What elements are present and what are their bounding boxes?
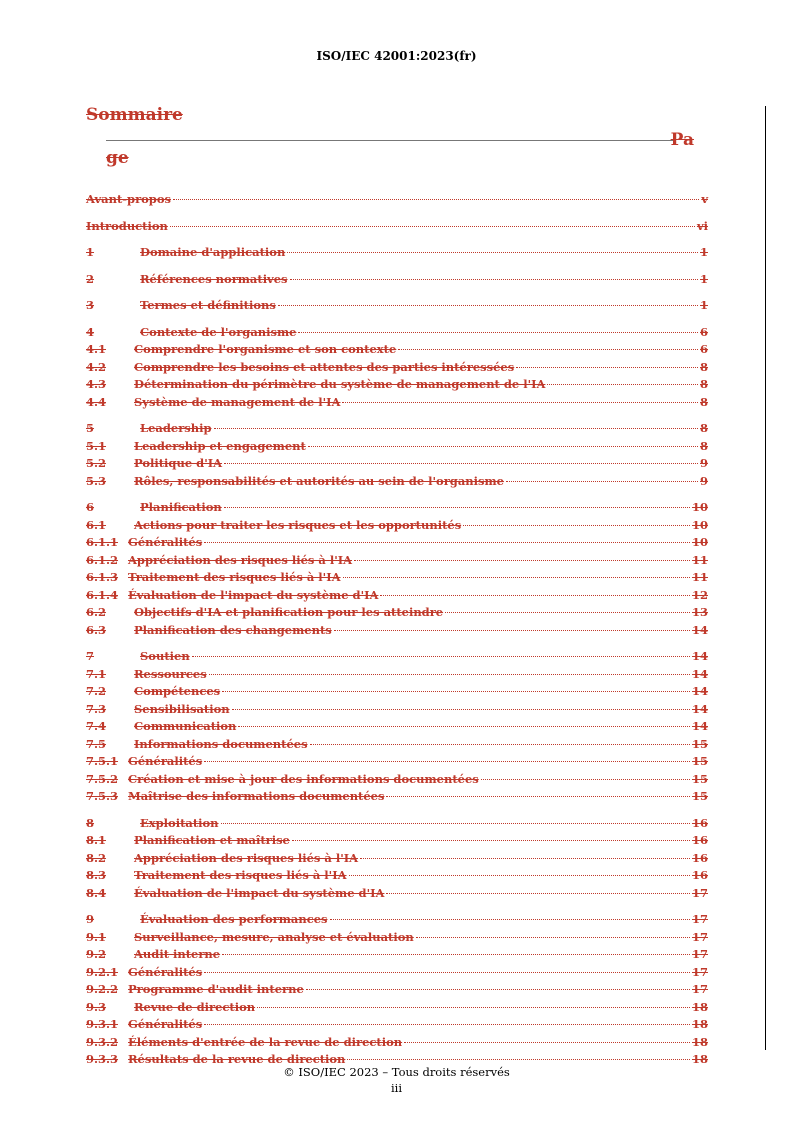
toc-dot-leader [209,674,690,675]
toc-dot-leader [463,525,690,526]
toc-dot-leader [224,507,690,508]
toc-entry-number: 5 [86,421,95,435]
toc-dot-leader [204,1024,690,1025]
toc-entry-page: 14 [691,701,708,716]
toc-dot-leader [342,402,698,403]
toc-entry-label: Exploitation [140,815,219,830]
toc-entry-page: 11 [691,570,708,584]
page-number: iii [390,1081,403,1095]
toc-entry-page: 17 [691,912,708,926]
toc-entry[interactable] [86,789,708,807]
toc-entry-number: 9.2.1 [86,964,119,979]
toc-entry[interactable] [86,272,708,290]
toc-entry-label: Résultats de la revue de direction [128,1052,346,1066]
toc-entry-page: v [701,192,708,206]
toc-entry-number: 7.4 [86,719,107,733]
toc-entry-label: Surveillance, mesure, analyse et évaluation [134,929,414,944]
toc-dot-leader [516,367,698,368]
toc-entry-number: 9.2 [86,947,107,961]
toc-dot-leader [292,840,690,841]
toc-entry[interactable] [86,754,708,772]
toc-entry-number: 7.5.2 [86,771,119,786]
toc-entry-label: Rôles, responsabilités et autorités au sein de l'organisme [134,473,504,488]
toc-dot-leader [404,1042,690,1043]
toc-entry-label: Objectifs d'IA et planification pour les atteindre [134,605,444,619]
toc-dot-leader [310,744,690,745]
toc-entry-page: 15 [691,789,708,803]
toc-entry-label: Appréciation des risques liés à l'IA [128,552,353,567]
toc-entry-number: 8.4 [86,885,107,900]
toc-entry[interactable] [86,456,708,474]
toc-dot-leader [290,279,698,280]
toc-entry-page: 12 [691,587,708,602]
toc-entry-number: 8.3 [86,868,107,882]
toc-entry-number: 5.1 [86,438,107,453]
toc-entry-number: 8 [86,815,95,830]
toc-entry-number: 7 [86,649,95,663]
toc-entry-label: Généralités [128,964,203,979]
toc-entry[interactable] [86,702,708,720]
toc-entry-page: 8 [699,394,708,409]
toc-entry-number: 7.1 [86,666,107,681]
toc-entry-number: 4.3 [86,377,107,391]
toc-entry-number: 9.1 [86,929,107,944]
toc-entry-page: 1 [699,245,708,259]
toc-entry[interactable] [86,474,708,492]
toc-entry[interactable] [86,886,708,904]
toc-entry-page: 17 [691,929,708,944]
toc-entry[interactable] [86,342,708,360]
toc-entry[interactable] [86,684,708,702]
toc-entry-label: Traitement des risques liés à l'IA [128,570,341,584]
toc-entry[interactable] [86,535,708,553]
toc-dot-leader [287,252,698,253]
toc-entry[interactable] [86,868,708,886]
toc-entry-page: 14 [691,622,708,637]
toc-entry-label: Ressources [134,666,207,681]
toc-entry-page: 8 [699,438,708,453]
toc-entry-number: 6.1.2 [86,552,119,567]
toc-entry[interactable] [86,965,708,983]
toc-dot-leader [224,463,698,464]
toc-entry[interactable] [86,816,708,834]
toc-entry-number: 4 [86,324,95,339]
toc-dot-leader [173,199,699,200]
toc-dot-leader [354,560,690,561]
toc-entry-label: Compétences [134,684,221,698]
toc-entry[interactable] [86,719,708,737]
toc-entry[interactable] [86,1035,708,1053]
toc-entry-page: 14 [691,649,708,663]
toc-dot-leader [204,761,690,762]
toc-entry-number: 9.3.2 [86,1034,119,1049]
toc-entry[interactable] [86,518,708,536]
toc-dot-leader [343,577,690,578]
toc-dot-leader [192,656,690,657]
toc-dot-leader [347,1059,690,1060]
toc-dot-leader [232,709,690,710]
toc-entry-page: 16 [691,868,708,882]
toc-dot-leader [238,726,690,727]
toc-entry-number: 5.2 [86,456,107,470]
table-of-contents [86,192,708,1070]
toc-entry[interactable] [86,377,708,395]
toc-entry-number: 4.1 [86,342,107,356]
toc-entry[interactable] [86,553,708,571]
toc-entry-label: Détermination du périmètre du système de management de l'IA [134,377,546,391]
toc-entry-page: 10 [691,500,708,514]
toc-entry-number: 9.2.2 [86,982,119,996]
toc-entry-page: 1 [699,271,708,286]
toc-dot-leader [308,446,698,447]
toc-dot-leader [398,349,698,350]
toc-entry-page: 14 [691,666,708,681]
toc-entry-page: 17 [691,947,708,961]
toc-entry-label: Appréciation des risques liés à l'IA [134,850,359,865]
toc-entry-number: 6 [86,500,95,514]
toc-entry[interactable] [86,930,708,948]
toc-entry-label: Éléments d'entrée de la revue de direction [128,1034,403,1049]
toc-entry-label: Introduction [86,218,168,233]
toc-entry-number: 3 [86,298,95,312]
toc-dot-leader [330,919,690,920]
toc-entry-label: Généralités [128,754,203,768]
toc-entry[interactable] [86,772,708,790]
toc-dot-leader [334,630,690,631]
toc-entry-number: 5.3 [86,473,107,488]
toc-entry-page: 16 [691,850,708,865]
toc-dot-leader [445,612,690,613]
toc-entry-number: 6.3 [86,622,107,637]
toc-entry-number: 9.3.3 [86,1052,119,1066]
toc-dot-leader [221,823,690,824]
toc-entry-page: 6 [699,342,708,356]
toc-entry-label: Évaluation de l'impact du système d'IA [128,587,379,602]
toc-entry[interactable] [86,245,708,263]
toc-entry[interactable] [86,605,708,623]
toc-entry-label: Comprendre l'organisme et son contexte [134,342,397,356]
toc-dot-leader [298,332,698,333]
toc-entry-label: Planification des changements [134,622,332,637]
toc-entry[interactable] [86,1000,708,1018]
toc-entry[interactable] [86,192,708,210]
toc-entry-page: 18 [691,1017,708,1031]
toc-dot-leader [306,989,690,990]
toc-dot-leader [360,858,690,859]
toc-entry[interactable] [86,982,708,1000]
toc-entry-label: Planification [140,500,222,514]
toc-entry-number: 9 [86,912,95,926]
toc-dot-leader [506,481,698,482]
header-rule [106,140,674,141]
toc-entry-number: 9.3 [86,999,107,1014]
toc-dot-leader [386,796,690,797]
toc-entry-number: 2 [86,271,95,286]
toc-entry[interactable] [86,360,708,378]
toc-entry-label: Actions pour traiter les risques et les opportunités [134,517,462,532]
document-header: ISO/IEC 42001:2023(fr) [316,49,477,63]
toc-dot-leader [386,893,690,894]
toc-entry-label: Généralités [128,535,203,549]
toc-entry-page: 17 [691,885,708,900]
toc-entry-page: 15 [691,771,708,786]
toc-entry-page: 18 [691,1052,708,1066]
toc-entry-page: 18 [691,1034,708,1049]
toc-entry-label: Informations documentées [134,736,308,751]
toc-dot-leader [547,384,698,385]
toc-entry-label: Domaine d'application [140,245,286,259]
page-column-header [106,130,708,168]
page-label-b: ge [106,148,129,168]
toc-entry[interactable] [86,439,708,457]
toc-dot-leader [481,779,690,780]
toc-entry[interactable] [86,851,708,869]
toc-entry-page: 8 [699,359,708,374]
toc-entry[interactable] [86,219,708,237]
toc-entry-page: 13 [691,605,708,619]
toc-entry[interactable] [86,325,708,343]
toc-entry[interactable] [86,649,708,667]
toc-entry-page: 18 [691,999,708,1014]
toc-entry-label: Sensibilisation [134,701,230,716]
toc-entry-label: Termes et définitions [140,298,276,312]
toc-entry-page: 8 [699,421,708,435]
toc-entry-label: Maîtrise des informations documentées [128,789,385,803]
toc-entry[interactable] [86,737,708,755]
toc-entry[interactable] [86,395,708,413]
page-footer [0,1065,793,1095]
toc-entry-page: 1 [699,298,708,312]
toc-entry-number: 8.1 [86,833,107,847]
change-bar [765,106,766,1050]
page-label-a: Pa [670,130,694,150]
toc-entry[interactable] [86,421,708,439]
toc-entry-number: 6.1.4 [86,587,119,602]
toc-entry[interactable] [86,570,708,588]
toc-entry[interactable] [86,298,708,316]
toc-entry[interactable] [86,947,708,965]
toc-entry-number: 9.3.1 [86,1017,119,1031]
toc-entry[interactable] [86,588,708,606]
toc-entry-page: 10 [691,517,708,532]
toc-dot-leader [204,542,690,543]
toc-entry-label: Politique d'IA [134,456,223,470]
toc-entry[interactable] [86,623,708,641]
toc-entry-number: 1 [86,245,95,259]
toc-entry-page: 17 [691,964,708,979]
toc-entry-label: Leadership et engagement [134,438,306,453]
toc-entry-label: Généralités [128,1017,203,1031]
toc-entry-page: 6 [699,324,708,339]
toc-dot-leader [257,1007,690,1008]
toc-entry-label: Revue de direction [134,999,256,1014]
copyright-notice: © ISO/IEC 2023 – Tous droits réservés [283,1065,510,1079]
toc-entry-number: 4.2 [86,359,107,374]
toc-entry-number: 7.5.1 [86,754,119,768]
toc-entry-number: 6.1 [86,517,107,532]
toc-entry-label: Système de management de l'IA [134,394,341,409]
toc-entry-number: 7.5.3 [86,789,119,803]
toc-entry-number: 6.1.1 [86,535,119,549]
toc-entry-page: 17 [691,982,708,996]
toc-entry-number: 6.1.3 [86,570,119,584]
toc-entry-label: Traitement des risques liés à l'IA [134,868,347,882]
toc-entry-page: 9 [699,473,708,488]
toc-entry-label: Création et mise à jour des informations documentées [128,771,479,786]
toc-entry-page: 16 [691,815,708,830]
toc-entry[interactable] [86,912,708,930]
toc-entry-page: 14 [691,684,708,698]
toc-entry-page: 14 [691,719,708,733]
toc-entry-label: Évaluation des performances [140,912,328,926]
toc-dot-leader [170,226,695,227]
toc-entry-page: 11 [691,552,708,567]
toc-entry-label: Audit interne [134,947,221,961]
toc-entry-label: Comprendre les besoins et attentes des parties intéressées [134,359,515,374]
toc-entry[interactable] [86,500,708,518]
toc-entry-page: 10 [691,535,708,549]
toc-entry-label: Communication [134,719,237,733]
toc-entry-page: 15 [691,736,708,751]
toc-title: Sommaire [86,105,183,125]
toc-entry-page: 16 [691,833,708,847]
toc-dot-leader [380,595,690,596]
toc-dot-leader [416,937,690,938]
toc-entry-page: vi [696,218,708,233]
toc-entry-page: 8 [699,377,708,391]
toc-entry-label: Évaluation de l'impact du système d'IA [134,885,385,900]
toc-dot-leader [278,305,698,306]
toc-entry-label: Programme d'audit interne [128,982,304,996]
toc-dot-leader [349,875,690,876]
toc-dot-leader [222,691,690,692]
toc-entry-number: 7.3 [86,701,107,716]
toc-entry-label: Contexte de l'organisme [140,324,297,339]
toc-dot-leader [222,954,690,955]
toc-entry[interactable] [86,833,708,851]
toc-entry-number: 4.4 [86,394,107,409]
toc-entry-label: Soutien [140,649,190,663]
toc-entry-number: 7.2 [86,684,107,698]
toc-dot-leader [204,972,690,973]
toc-entry-number: 7.5 [86,736,107,751]
toc-entry-page: 9 [699,456,708,470]
toc-dot-leader [214,428,698,429]
toc-entry-page: 15 [691,754,708,768]
toc-entry-label: Leadership [140,421,212,435]
toc-entry-label: Avant-propos [86,192,171,206]
toc-entry-number: 6.2 [86,605,107,619]
toc-entry-number: 8.2 [86,850,107,865]
toc-entry-label: Références normatives [140,271,288,286]
toc-entry-label: Planification et maîtrise [134,833,290,847]
toc-entry[interactable] [86,1017,708,1035]
toc-entry[interactable] [86,667,708,685]
